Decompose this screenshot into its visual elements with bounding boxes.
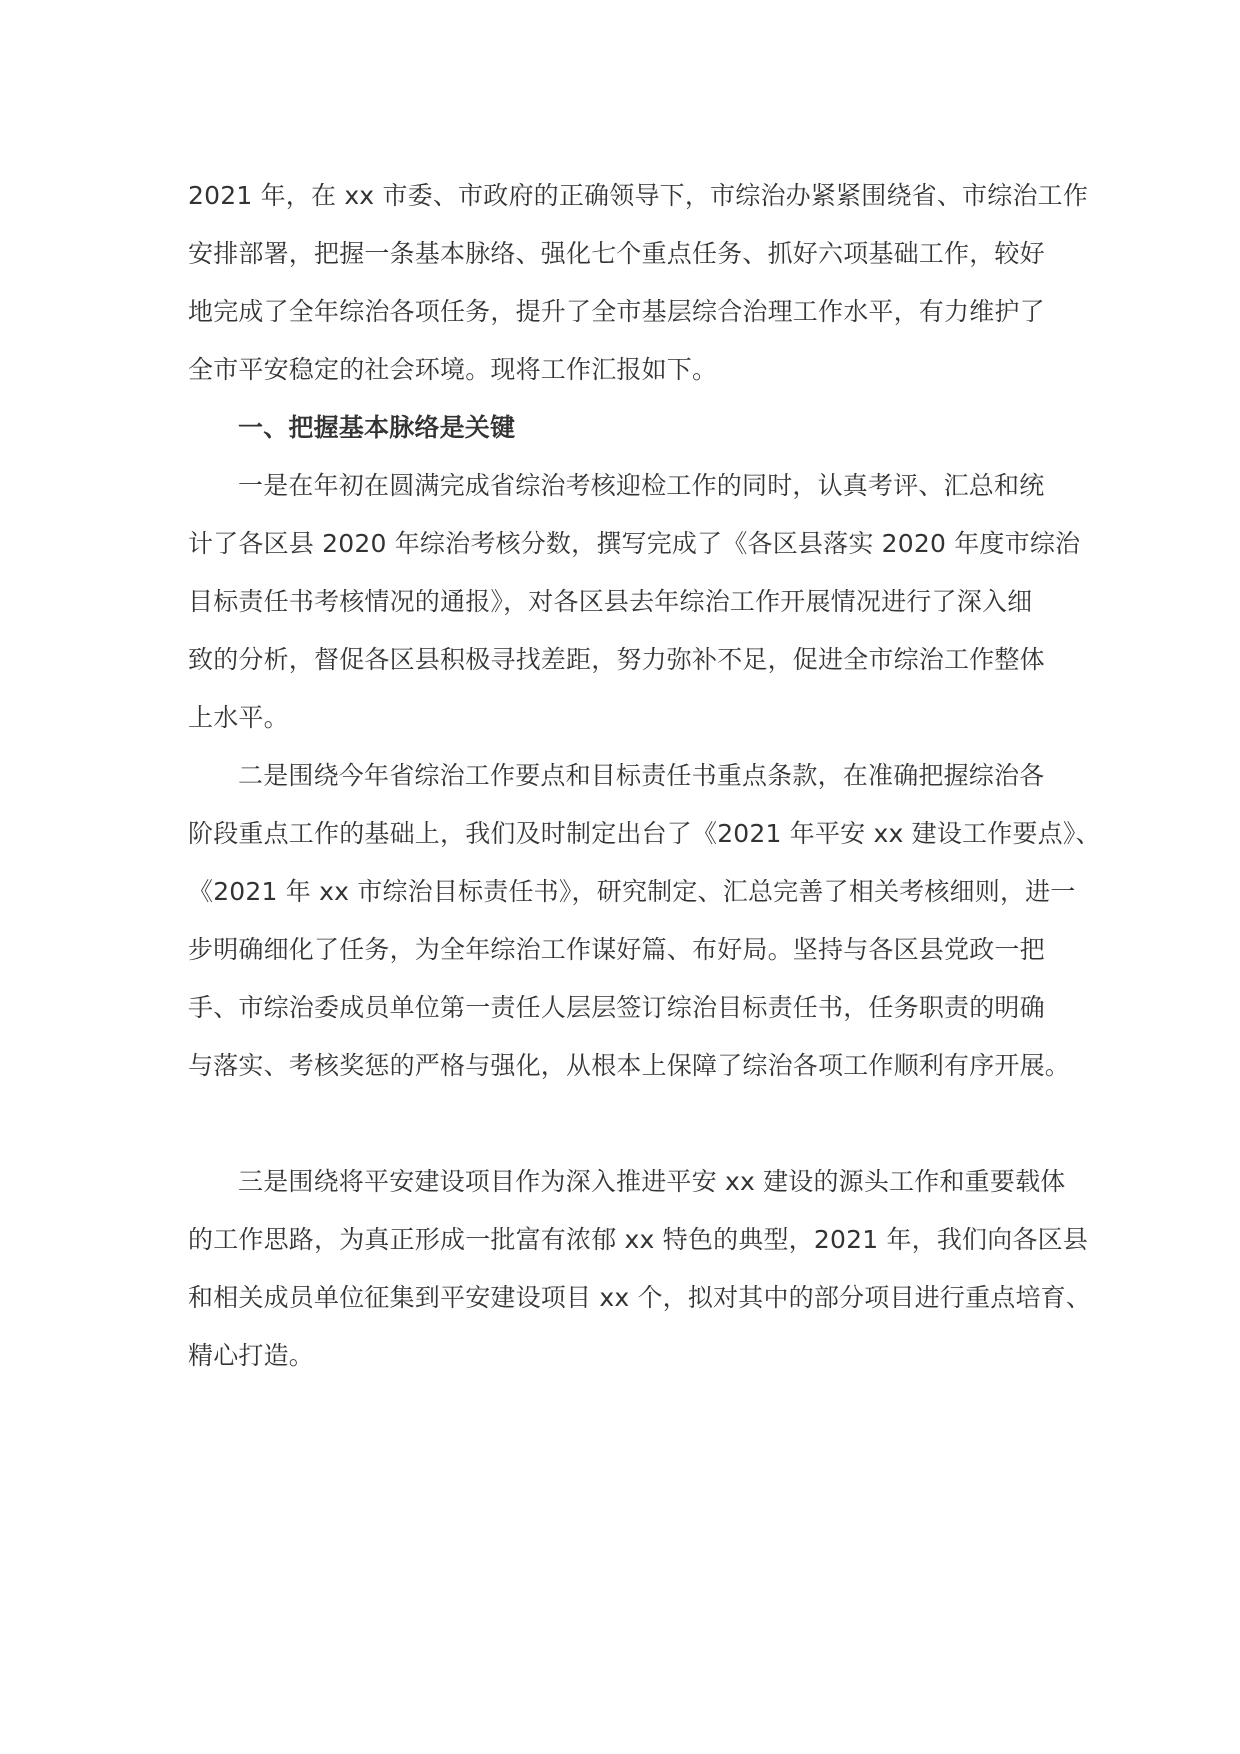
para1-line-1: 一是在年初在圆满完成省综治考核迎检工作的同时，认真考评、汇总和统 (238, 471, 1045, 500)
para2-line-3: 《2021 年 xx 市综治目标责任书》，研究制定、汇总完善了相关考核细则，进一 (188, 877, 1076, 906)
intro-line-4: 全市平安稳定的社会环境。现将工作汇报如下。 (188, 355, 718, 384)
para1-line-4: 致的分析，督促各区县积极寻找差距，努力弥补不足，促进全市综治工作整体 (188, 645, 1045, 674)
para3-line-2: 的工作思路，为真正形成一批富有浓郁 xx 特色的典型，2021 年，我们向各区县 (188, 1225, 1089, 1254)
section-heading: 一、把握基本脉络是关键 (238, 413, 516, 442)
para2-line-6: 与落实、考核奖惩的严格与强化，从根本上保障了综治各项工作顺利有序开展。 (188, 1051, 1071, 1080)
intro-line-2: 安排部署，把握一条基本脉络、强化七个重点任务、抓好六项基础工作，较好 (188, 239, 1045, 268)
para3-line-4: 精心打造。 (188, 1341, 315, 1370)
para1-line-2: 计了各区县 2020 年综治考核分数，撰写完成了《各区县落实 2020 年度市综治 (188, 529, 1081, 558)
para2-line-2: 阶段重点工作的基础上，我们及时制定出台了《2021 年平安 xx 建设工作要点》、 (188, 819, 1101, 848)
para3-line-3: 和相关成员单位征集到平安建设项目 xx 个，拟对其中的部分项目进行重点培育、 (188, 1283, 1092, 1312)
para3-line-1: 三是围绕将平安建设项目作为深入推进平安 xx 建设的源头工作和重要载体 (238, 1167, 1066, 1196)
para2-line-1: 二是围绕今年省综治工作要点和目标责任书重点条款，在准确把握综治各 (238, 761, 1045, 790)
intro-line-3: 地完成了全年综治各项任务，提升了全市基层综合治理工作水平，有力维护了 (188, 297, 1045, 326)
para2-line-5: 手、市综治委成员单位第一责任人层层签订综治目标责任书，任务职责的明确 (188, 993, 1045, 1022)
para1-line-5: 上水平。 (188, 703, 289, 732)
intro-line-1: 2021 年，在 xx 市委、市政府的正确领导下，市综治办紧紧围绕省、市综治工作 (188, 181, 1089, 210)
para1-line-3: 目标责任书考核情况的通报》，对各区县去年综治工作开展情况进行了深入细 (188, 587, 1033, 616)
para2-line-4: 步明确细化了任务，为全年综治工作谋好篇、布好局。坚持与各区县党政一把 (188, 935, 1045, 964)
